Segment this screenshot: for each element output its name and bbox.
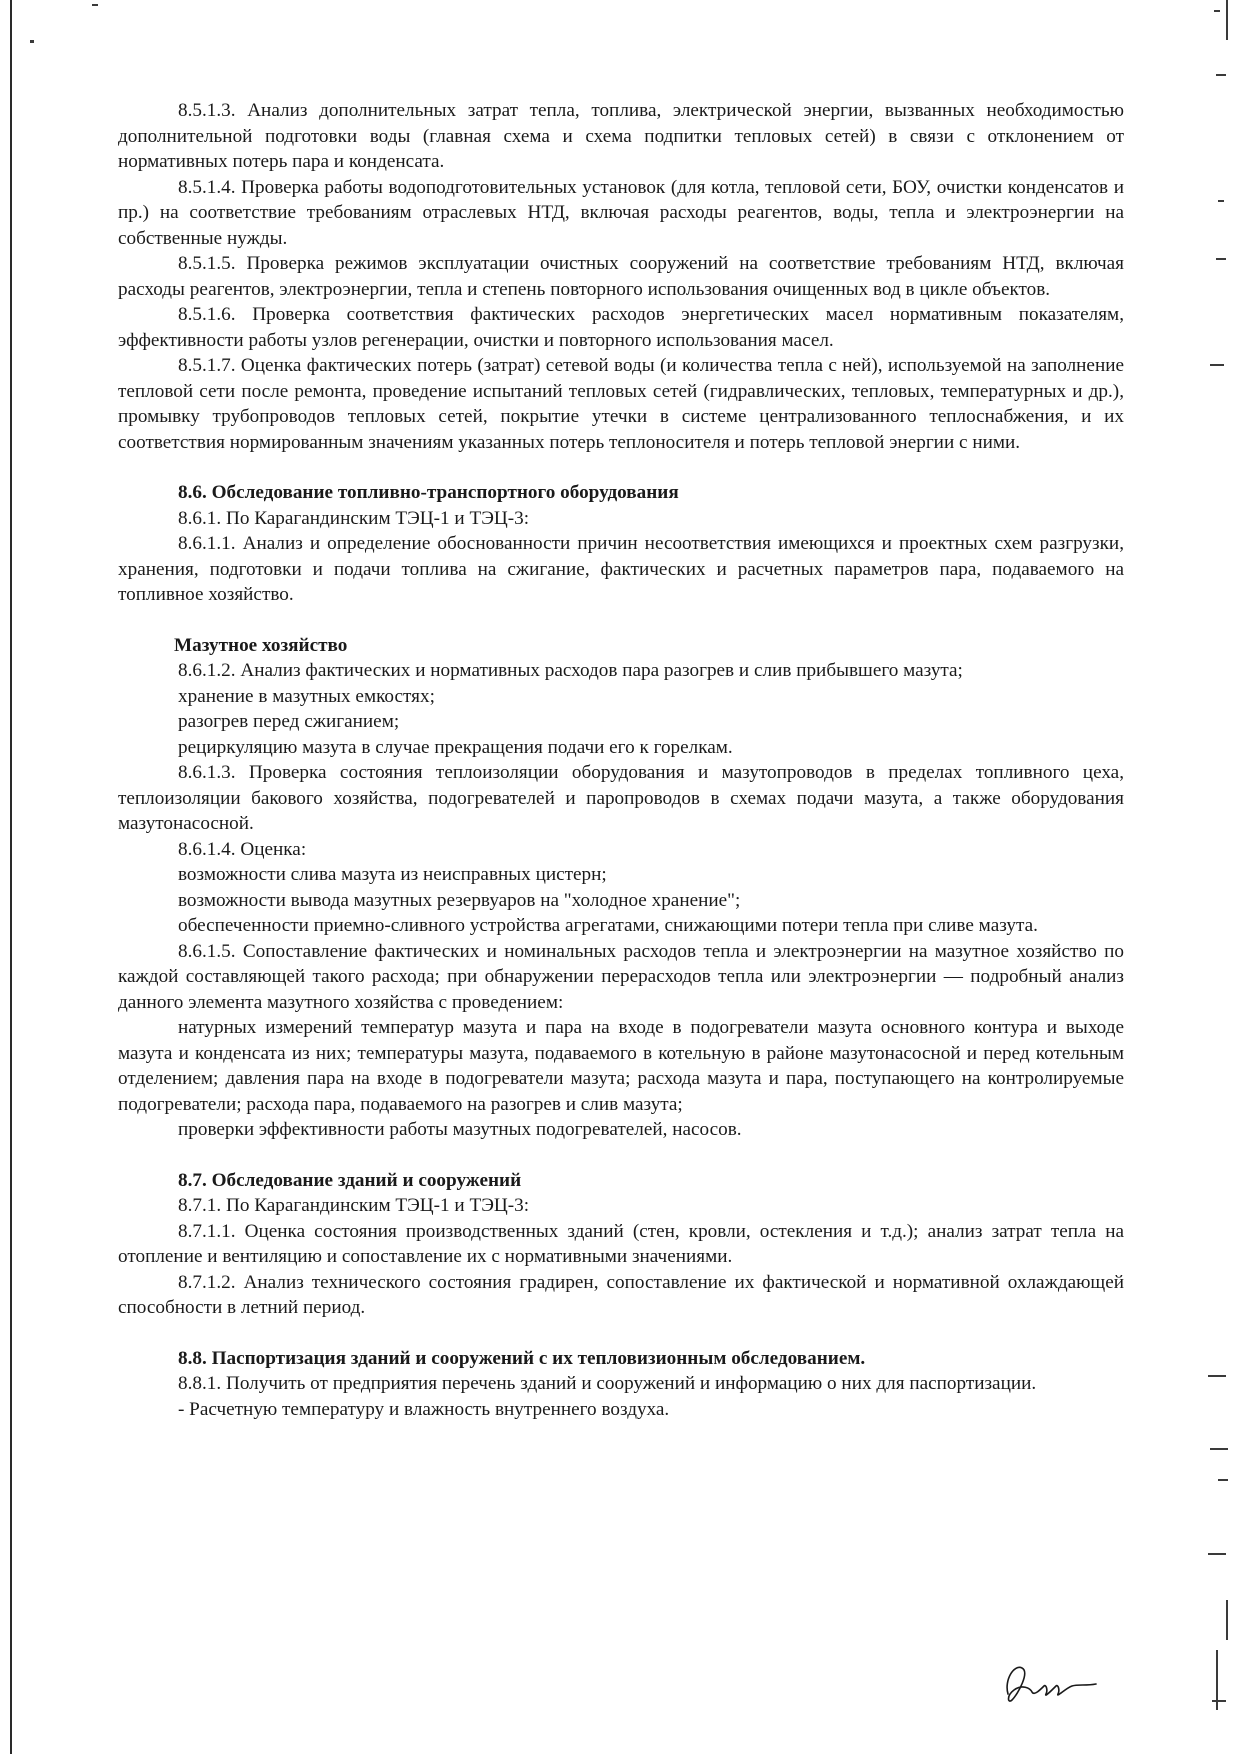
scan-edge [10, 0, 12, 1754]
paragraph-8-6-1-2: 8.6.1.2. Анализ фактических и нормативных расходов пара разогрев и слив прибывшего мазута; [178, 660, 963, 681]
paragraph-8-6-1-5: 8.6.1.5. Сопоставление фактических и номинальных расходов тепла и электроэнергии на мазутное хозяйство по каждой составляющей такого расхода; при обнаружении перерасходов тепла или электроэнергии — подробный анализ данного элемента мазутного хозяйства с проведением: [118, 940, 1124, 1013]
heading-mazut: Мазутное хозяйство [174, 634, 348, 656]
paragraph-8-6-1-4: 8.6.1.4. Оценка: [178, 838, 307, 860]
list-item: возможности слива мазута из неисправных цистерн; [178, 864, 607, 885]
paragraph-8-8-1: 8.8.1. Получить от предприятия перечень зданий и сооружений и информацию о них для паспортизации. [178, 1373, 1037, 1394]
scan-edge-marks [1200, 0, 1240, 1754]
paragraph-8-5-1-6: 8.5.1.6. Проверка соответствия фактических расходов энергетических масел нормативным показателям, эффективности работы узлов регенерации, очистки и повторного использования масел. [118, 304, 1124, 351]
list-item: возможности вывода мазутных резервуаров на "холодное хранение"; [178, 889, 741, 911]
list-item: хранение в мазутных емкостях; [178, 685, 435, 707]
paragraph-8-7-1-2: 8.7.1.2. Анализ технического состояния градирен, сопоставление их фактической и нормативной охлаждающей способности в летний период. [118, 1271, 1124, 1318]
paragraph-air-parameters: - Расчетную температуру и влажность внутреннего воздуха. [178, 1398, 670, 1420]
paragraph-8-5-1-7: 8.5.1.7. Оценка фактических потерь (затрат) сетевой воды (и количества тепла с ней), используемой на заполнение тепловой сети после ремонта, проведение испытаний тепловых сетей (гидравлических, тепловых, температурных и др.), промывку трубопроводов тепловых сетей, покрытие утечки в системе централизованного теплоснабжения, и их соответствия нормированным значениям указанных потерь теплоносителя и потерь тепловой энергии с ними. [118, 355, 1124, 453]
subsection-8-6-1: 8.6.1. По Карагандинским ТЭЦ-1 и ТЭЦ-3: [178, 507, 530, 529]
scan-speck [92, 4, 98, 6]
section-heading-8-7: 8.7. Обследование зданий и сооружений [178, 1169, 522, 1191]
list-item: разогрев перед сжиганием; [178, 711, 400, 732]
paragraph-8-6-1-1: 8.6.1.1. Анализ и определение обоснованности причин несоответствия имеющихся и проектных схем разгрузки, хранения, подготовки и подачи топлива на сжигание, фактических и расчетных параметров пара, подаваемого на топливное хозяйство. [118, 533, 1124, 605]
paragraph-8-7-1-1: 8.7.1.1. Оценка состояния производственных зданий (стен, кровли, остекления и т.д.); анализ затрат тепла на отопление и вентиляцию и сопоставление их с нормативными значениями. [118, 1220, 1124, 1267]
paragraph-8-5-1-5: 8.5.1.5. Проверка режимов эксплуатации очистных сооружений на соответствие требованиям НТД, включая расходы реагентов, электроэнергии, тепла и степень повторного использования очищенных вод в цикле объектов. [118, 253, 1124, 300]
list-item: рециркуляцию мазута в случае прекращения подачи его к горелкам. [178, 736, 733, 758]
paragraph-measurements: натурных измерений температур мазута и пара на входе в подогреватели мазута основного контура и выходе мазута и конденсата из них; температуры мазута, подаваемого в котельную в районе мазутонасосной и перед котельным отделением; давления пара на входе в подогреватели мазута; расхода мазута и пара, поступающего на контролируемые подогреватели; расхода пара, подаваемого на разогрев и слив мазута; [118, 1017, 1124, 1115]
document-page [118, 98, 1124, 1422]
list-item: обеспеченности приемно-сливного устройства агрегатами, снижающими потери тепла при сливе мазута. [178, 915, 1038, 936]
section-heading-8-6: 8.6. Обследование топливно-транспортного оборудования [178, 482, 679, 503]
paragraph-8-6-1-3: 8.6.1.3. Проверка состояния теплоизоляции оборудования и мазутопроводов в пределах топливного цеха, теплоизоляции бакового хозяйства, подогревателей и паропроводов в схемах подачи мазута, а также оборудования мазутонасосной. [118, 762, 1124, 834]
paragraph-checks: проверки эффективности работы мазутных подогревателей, насосов. [178, 1119, 742, 1140]
signature-mark [1000, 1650, 1100, 1710]
subsection-8-7-1: 8.7.1. По Карагандинским ТЭЦ-1 и ТЭЦ-3: [178, 1195, 530, 1216]
paragraph-8-5-1-4: 8.5.1.4. Проверка работы водоподготовительных установок (для котла, тепловой сети, БОУ, очистки конденсатов и пр.) на соответствие требованиям отраслевых НТД, включая расходы реагентов, воды, тепла и электроэнергии на собственные нужды. [118, 176, 1124, 249]
section-heading-8-8: 8.8. Паспортизация зданий и сооружений с их тепловизионным обследованием. [178, 1347, 866, 1369]
paragraph-8-5-1-3: 8.5.1.3. Анализ дополнительных затрат тепла, топлива, электрической энергии, вызванных необходимостью дополнительной подготовки воды (главная схема и схема подпитки тепловых сетей) в связи с отклонением от нормативных потерь пара и конденсата. [118, 100, 1124, 172]
scan-speck [30, 40, 34, 43]
